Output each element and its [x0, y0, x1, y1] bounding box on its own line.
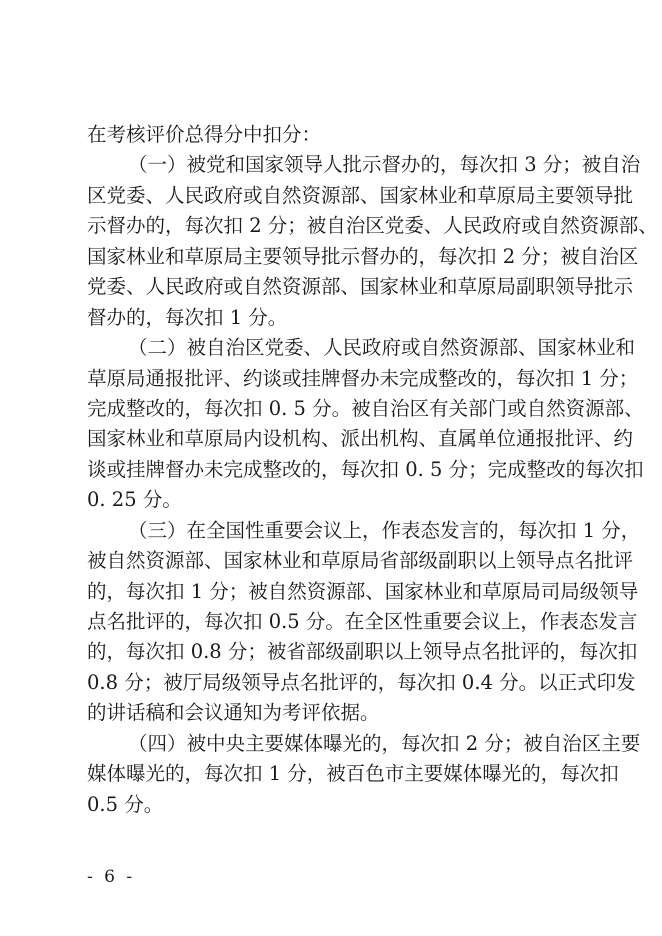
text-line: （一）被党和国家领导人批示督办的，每次扣 3 分；被自治	[128, 153, 641, 177]
text-line: 完成整改的，每次扣 0. 5 分。被自治区有关部门或自然资源部、	[87, 396, 644, 420]
page-number: - 6 -	[87, 867, 136, 887]
text-line: （四）被中央主要媒体曝光的，每次扣 2 分；被自治区主要	[128, 731, 641, 755]
paragraph	[87, 516, 641, 729]
text-line: 国家林业和草原局主要领导批示督办的，每次扣 2 分；被自治区	[87, 244, 639, 268]
text-line: 0.8 分；被厅局级领导点名批评的，每次扣 0.4 分。以正式印发	[87, 670, 636, 694]
paragraph	[87, 729, 641, 820]
document-body	[87, 120, 658, 820]
text-line: 的，每次扣 1 分；被自然资源部、国家林业和草原局司局级领导	[87, 579, 639, 603]
paragraph-list	[87, 150, 658, 820]
text-line: 点名批评的，每次扣 0.5 分。在全区性重要会议上，作表态发言	[87, 610, 638, 633]
intro-line: 在考核评价总得分中扣分：	[87, 123, 322, 146]
text-line: 草原局通报批评、约谈或挂牌督办未完成整改的，每次扣 1 分；	[87, 366, 639, 390]
text-line: 0. 25 分。	[87, 488, 182, 512]
text-line: （二）被自治区党委、人民政府或自然资源部、国家林业和	[128, 336, 636, 360]
text-line: 国家林业和草原局内设机构、派出机构、直属单位通报批评、约	[87, 427, 634, 451]
text-line: （三）在全国性重要会议上，作表态发言的，每次扣 1 分，	[128, 518, 641, 542]
text-line: 的讲话稿和会议通知为考评依据。	[87, 701, 380, 725]
text-line: 区党委、人民政府或自然资源部、国家林业和草原局主要领导批	[87, 183, 634, 207]
text-line: 示督办的，每次扣 2 分；被自治区党委、人民政府或自然资源部、	[87, 214, 658, 238]
text-line: 党委、人民政府或自然资源部、国家林业和草原局副职领导批示	[87, 275, 634, 299]
text-line: 媒体曝光的，每次扣 1 分，被百色市主要媒体曝光的，每次扣	[87, 762, 619, 786]
text-line: 谈或挂牌督办未完成整改的，每次扣 0. 5 分；完成整改的每次扣	[87, 457, 644, 481]
paragraph	[87, 333, 644, 516]
text-line: 被自然资源部、国家林业和草原局省部级副职以上领导点名批评	[87, 549, 634, 573]
text-line: 的，每次扣 0.8 分；被省部级副职以上领导点名批评的，每次扣	[87, 640, 638, 664]
text-line: 0.5 分。	[87, 792, 164, 816]
paragraph	[87, 150, 658, 333]
text-line: 督办的，每次扣 1 分。	[87, 305, 288, 329]
